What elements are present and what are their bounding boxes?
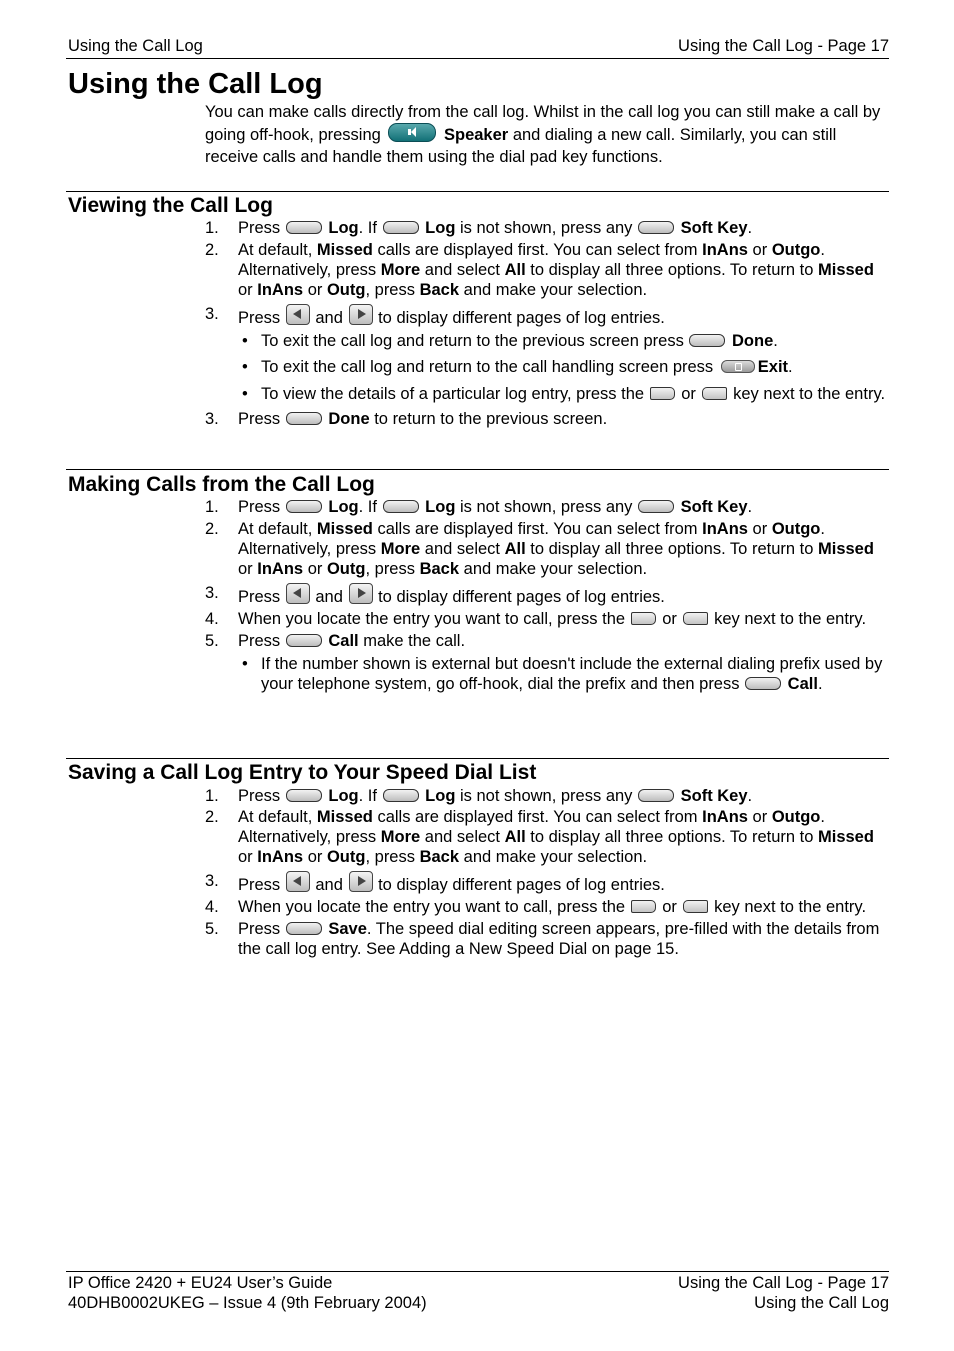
making-steps bbox=[205, 497, 889, 694]
page-header bbox=[68, 36, 889, 56]
soft-key-icon bbox=[286, 634, 322, 647]
saving-steps bbox=[205, 786, 889, 959]
soft-key-icon bbox=[638, 500, 674, 513]
right-arrow-key-icon bbox=[349, 583, 373, 604]
list-item: 2. At default, Missed calls are displayed first. You can select from InAns or Outgo. Alternatively, press More and select All to display all three options. To return to Missed or InAns or Outg, press Back and make your selection. bbox=[205, 520, 874, 578]
soft-key-icon bbox=[286, 922, 322, 935]
section-rule bbox=[66, 191, 889, 192]
intro-text-1: You can make calls directly from the call log. Whilst in the call log you can still make a call by going off-hook, pressing bbox=[205, 103, 881, 144]
section-rule bbox=[66, 469, 889, 470]
soft-key-icon bbox=[689, 334, 725, 347]
list-item: 1. Press Log. If Log is not shown, press any Soft Key. bbox=[205, 219, 753, 237]
intro-text-2: and dialing a new call. Similarly, you can still receive calls and handle them using the dial pad key functions. bbox=[205, 126, 837, 166]
list-item: 5. Press Call make the call. bbox=[205, 632, 466, 650]
section-heading-viewing: Viewing the Call Log bbox=[68, 194, 273, 217]
section-heading-saving: Saving a Call Log Entry to Your Speed Dial List bbox=[68, 761, 537, 784]
soft-key-right-icon bbox=[631, 900, 656, 913]
header-left: Using the Call Log bbox=[68, 37, 203, 55]
list-item: 3. Press and to display different pages of log entries. bbox=[205, 584, 665, 606]
soft-key-icon bbox=[286, 789, 322, 802]
page-footer-line-2 bbox=[68, 1293, 889, 1313]
left-arrow-key-icon bbox=[286, 583, 310, 604]
header-rule bbox=[66, 58, 889, 59]
bullet-item: • To exit the call log and return to the previous screen press Done. bbox=[242, 332, 778, 350]
list-item: 3. Press and to display different pages of log entries. bbox=[205, 305, 665, 327]
soft-key-left-icon bbox=[702, 387, 727, 400]
list-item: 4. When you locate the entry you want to call, press the or key next to the entry. bbox=[205, 610, 867, 628]
soft-key-icon bbox=[286, 500, 322, 513]
soft-key-icon bbox=[383, 221, 419, 234]
footer-left-2: 40DHB0002UKEG – Issue 4 (9th February 2004) bbox=[68, 1294, 427, 1312]
footer-right-2: Using the Call Log bbox=[754, 1294, 889, 1312]
list-item: 3. Press and to display different pages of log entries. bbox=[205, 872, 665, 894]
list-item: 3. Press Done to return to the previous screen. bbox=[205, 410, 608, 428]
soft-key-icon bbox=[383, 500, 419, 513]
footer-rule bbox=[66, 1271, 889, 1272]
soft-key-right-icon bbox=[631, 612, 656, 625]
list-item: 1. Press Log. If Log is not shown, press any Soft Key. bbox=[205, 498, 753, 516]
section-heading-making: Making Calls from the Call Log bbox=[68, 473, 375, 496]
bullet-item: • To view the details of a particular log entry, press the or key next to the entry. bbox=[242, 385, 886, 403]
soft-key-icon bbox=[745, 677, 781, 690]
bullet-item: • To exit the call log and return to the call handling screen press Exit. bbox=[242, 358, 793, 376]
list-item: 2. At default, Missed calls are displayed first. You can select from InAns or Outgo. Alternatively, press More and select All to display all three options. To return to Missed or InAns or Outg, press Back and make your selection. bbox=[205, 808, 874, 866]
left-arrow-key-icon bbox=[286, 871, 310, 892]
soft-key-left-icon bbox=[683, 900, 708, 913]
intro-paragraph bbox=[205, 101, 889, 168]
speaker-label: Speaker bbox=[444, 126, 509, 144]
section-rule bbox=[66, 758, 889, 759]
soft-key-left-icon bbox=[683, 612, 708, 625]
document-page bbox=[68, 0, 889, 1351]
soft-key-icon bbox=[383, 789, 419, 802]
list-item: 5. Press Save. The speed dial editing screen appears, pre-filled with the details from the call log entry. See Adding a New Speed Dial on page 15. bbox=[205, 920, 880, 958]
viewing-steps bbox=[205, 218, 889, 429]
exit-key-icon bbox=[721, 360, 755, 373]
right-arrow-key-icon bbox=[349, 871, 373, 892]
list-item: 2. At default, Missed calls are displayed first. You can select from InAns or Outgo. Alternatively, press More and select All to display all three options. To return to Missed or InAns or Outg, press Back and make your selection. bbox=[205, 241, 874, 299]
page-footer-line-1 bbox=[68, 1273, 889, 1293]
speaker-icon bbox=[388, 123, 436, 142]
soft-key-icon bbox=[286, 412, 322, 425]
page-title: Using the Call Log bbox=[68, 68, 323, 100]
soft-key-icon bbox=[638, 789, 674, 802]
right-arrow-key-icon bbox=[349, 304, 373, 325]
soft-key-icon bbox=[638, 221, 674, 234]
footer-left-1: IP Office 2420 + EU24 User’s Guide bbox=[68, 1274, 333, 1292]
header-right: Using the Call Log - Page 17 bbox=[678, 37, 889, 55]
footer-right-1: Using the Call Log - Page 17 bbox=[678, 1274, 889, 1292]
left-arrow-key-icon bbox=[286, 304, 310, 325]
soft-key-icon bbox=[286, 221, 322, 234]
list-item: 4. When you locate the entry you want to call, press the or key next to the entry. bbox=[205, 898, 867, 916]
bullet-item: • If the number shown is external but doesn't include the external dialing prefix used by your telephone system, go off-hook, dial the prefix and then press Call. bbox=[242, 655, 883, 693]
list-item: 1. Press Log. If Log is not shown, press any Soft Key. bbox=[205, 787, 753, 805]
soft-key-right-icon bbox=[650, 387, 675, 400]
